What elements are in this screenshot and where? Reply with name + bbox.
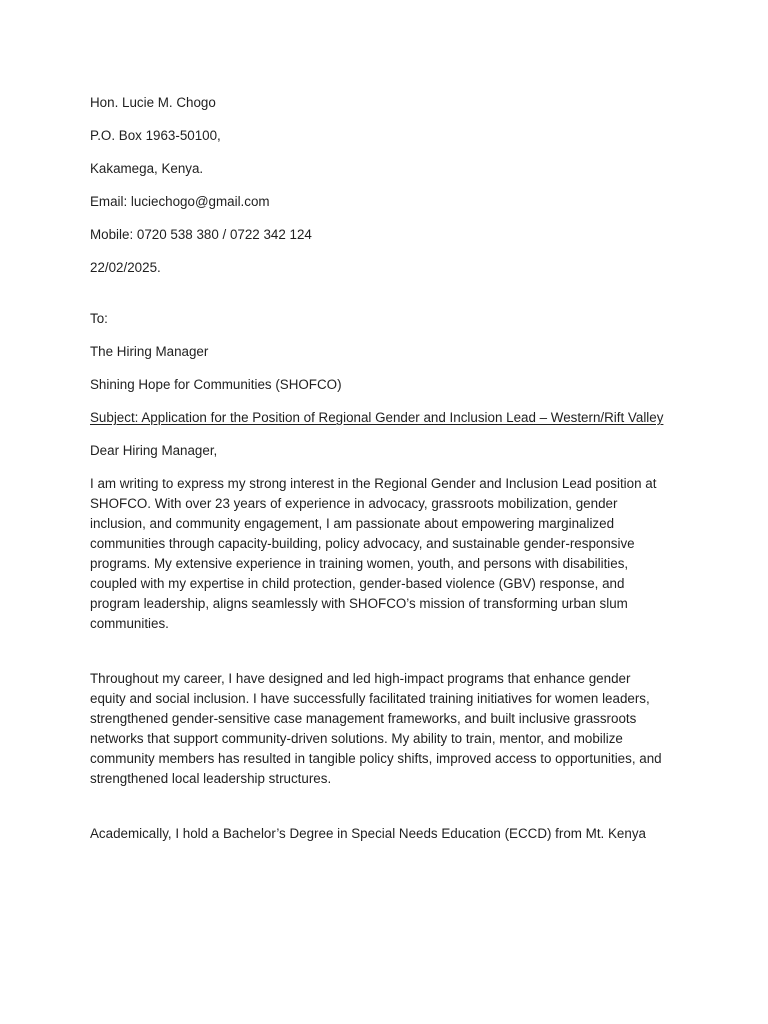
body-paragraph-1: I am writing to express my strong interest in the Regional Gender and Inclusion Lead position at SHOFCO. With over 23 years of experience in advocacy, grassroots mobilization, gender inclusion, and community engagement, I am passionate about empowering marginalized communities through capacity-building, policy advocacy, and sustainable gender-responsive programs. My extensive experience in training women, youth, and persons with disabilities, coupled with my expertise in child protection, gender-based violence (GBV) response, and program leadership, aligns seamlessly with SHOFCO’s mission of transforming urban slum communities. (90, 476, 657, 631)
body-paragraph-3: Academically, I hold a Bachelor’s Degree in Special Needs Education (ECCD) from Mt. Kenya (90, 826, 646, 841)
sender-name: Hon. Lucie M. Chogo (90, 95, 216, 110)
sender-email: Email: luciechogo@gmail.com (90, 194, 270, 209)
salutation: Dear Hiring Manager, (90, 443, 218, 458)
letter-body (90, 93, 668, 857)
recipient-title: The Hiring Manager (90, 344, 209, 359)
sender-po-box: P.O. Box 1963-50100, (90, 128, 221, 143)
recipient-organization: Shining Hope for Communities (SHOFCO) (90, 377, 342, 392)
to-label: To: (90, 311, 108, 326)
body-paragraph-2: Throughout my career, I have designed and led high-impact programs that enhance gender equity and social inclusion. I have successfully facilitated training initiatives for women leaders, strengthened gender-sensitive case management frameworks, and built inclusive grassroots networks that support community-driven solutions. My ability to train, mentor, and mobilize community members has resulted in tangible policy shifts, improved access to opportunities, and strengthened local leadership structures. (90, 671, 662, 786)
subject-line: Subject: Application for the Position of Regional Gender and Inclusion Lead – Western/Rift Valley (90, 410, 664, 425)
sender-location: Kakamega, Kenya. (90, 161, 204, 176)
letter-date: 22/02/2025. (90, 260, 161, 275)
sender-mobile: Mobile: 0720 538 380 / 0722 342 124 (90, 227, 312, 242)
